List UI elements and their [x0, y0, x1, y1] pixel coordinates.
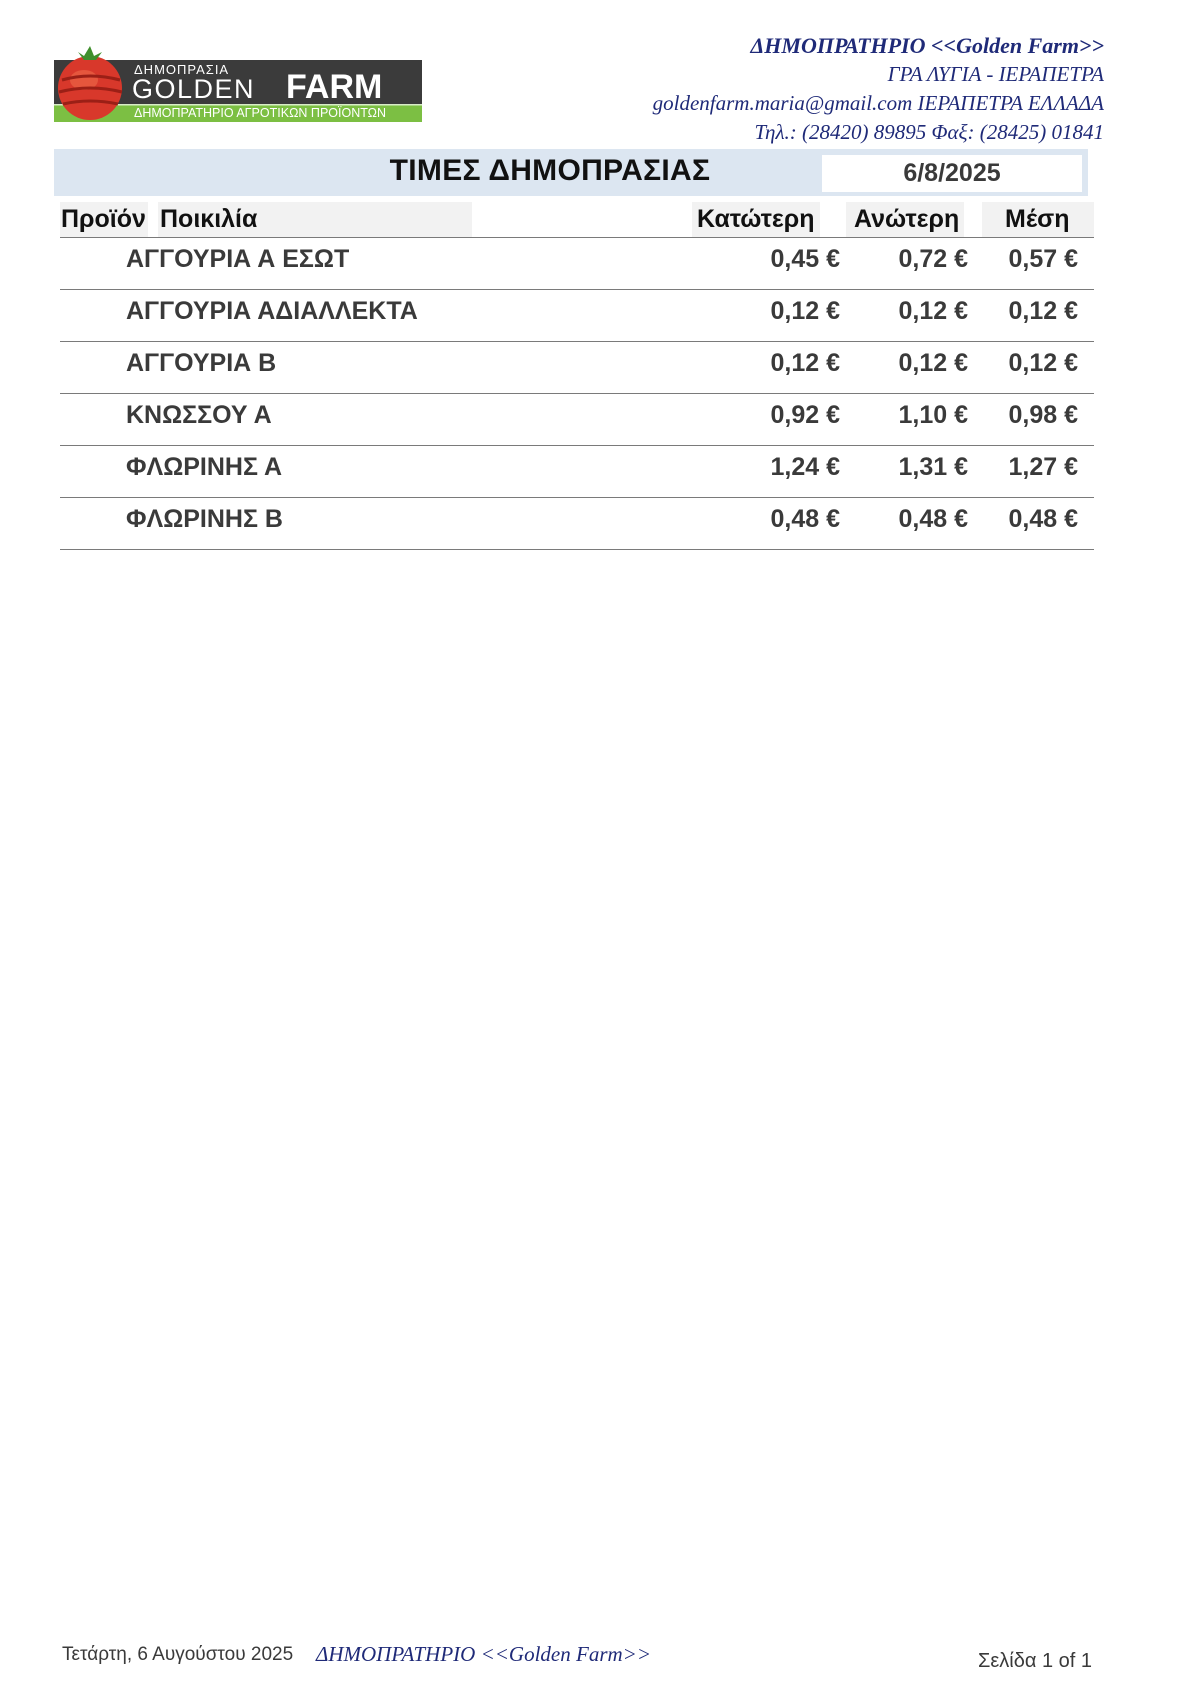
company-phone-fax: Τηλ.: (28420) 89895 Φαξ: (28425) 01841	[754, 120, 1104, 144]
footer-company: ΔΗΜΟΠΡΑΤΗΡΙΟ <<Golden Farm>>	[316, 1642, 652, 1666]
max-price-cell: 0,72 €	[898, 245, 968, 273]
max-price-cell: 0,12 €	[898, 349, 968, 377]
max-price-cell: 1,31 €	[898, 453, 968, 481]
svg-text:ΔΗΜΟΠΡΑΤΗΡΙΟ ΑΓΡΟΤΙΚΩΝ ΠΡΟΪΟΝΤ: ΔΗΜΟΠΡΑΤΗΡΙΟ ΑΓΡΟΤΙΚΩΝ ΠΡΟΪΟΝΤΩΝ	[134, 106, 387, 120]
min-price-cell: 0,92 €	[770, 401, 840, 429]
company-address: ΓΡΑ ΛΥΓΙΑ - ΙΕΡΑΠΕΤΡΑ	[887, 62, 1104, 86]
header-min: Κατώτερη	[697, 205, 815, 233]
header-product: Προϊόν	[61, 205, 146, 233]
max-price-cell: 1,10 €	[898, 401, 968, 429]
header-variety: Ποικιλία	[160, 205, 258, 233]
min-price-cell: 0,12 €	[770, 349, 840, 377]
table-row	[60, 238, 1094, 290]
header-max: Ανώτερη	[854, 205, 960, 233]
table-row	[60, 498, 1094, 550]
min-price-cell: 1,24 €	[770, 453, 840, 481]
avg-price-cell: 0,12 €	[1008, 349, 1078, 377]
variety-cell: ΑΓΓΟΥΡΙΑ ΑΔΙΑΛΛΕΚΤΑ	[126, 297, 418, 325]
avg-price-cell: 0,57 €	[1008, 245, 1078, 273]
variety-cell: ΦΛΩΡΙΝΗΣ Α	[126, 453, 283, 481]
svg-text:ΔΗΜΟΠΡΑΣΙΑ: ΔΗΜΟΠΡΑΣΙΑ	[134, 62, 230, 77]
golden-farm-logo	[54, 46, 422, 126]
variety-cell: ΑΓΓΟΥΡΙΑ Β	[126, 349, 277, 377]
svg-text:GOLDEN: GOLDEN	[132, 74, 256, 104]
max-price-cell: 0,12 €	[898, 297, 968, 325]
company-email-city: goldenfarm.maria@gmail.com ΙΕΡΑΠΕΤΡΑ ΕΛΛΑΔΑ	[652, 91, 1104, 115]
variety-cell: ΑΓΓΟΥΡΙΑ Α ΕΣΩΤ	[126, 245, 350, 273]
table-row	[60, 290, 1094, 342]
variety-cell: ΚΝΩΣΣΟΥ Α	[126, 401, 272, 429]
max-price-cell: 0,48 €	[898, 505, 968, 533]
avg-price-cell: 1,27 €	[1008, 453, 1078, 481]
avg-price-cell: 0,98 €	[1008, 401, 1078, 429]
footer-page-number: Σελίδα 1 of 1	[977, 1650, 1092, 1672]
avg-price-cell: 0,12 €	[1008, 297, 1078, 325]
report-title: ΤΙΜΕΣ ΔΗΜΟΠΡΑΣΙΑΣ	[389, 154, 711, 187]
price-table	[60, 238, 1094, 550]
footer-date: Τετάρτη, 6 Αυγούστου 2025	[62, 1644, 294, 1665]
company-name: ΔΗΜΟΠΡΑΤΗΡΙΟ <<Golden Farm>>	[750, 33, 1104, 58]
table-row	[60, 446, 1094, 498]
header-avg: Μέση	[1005, 205, 1070, 233]
tomato-icon	[58, 46, 122, 120]
min-price-cell: 0,48 €	[770, 505, 840, 533]
min-price-cell: 0,12 €	[770, 297, 840, 325]
table-row	[60, 342, 1094, 394]
table-row	[60, 394, 1094, 446]
company-info	[653, 32, 1104, 147]
svg-text:FARM: FARM	[286, 68, 383, 106]
report-date: 6/8/2025	[903, 159, 1001, 187]
avg-price-cell: 0,48 €	[1008, 505, 1078, 533]
logo-graphic	[54, 46, 422, 126]
variety-cell: ΦΛΩΡΙΝΗΣ Β	[126, 505, 283, 533]
min-price-cell: 0,45 €	[770, 245, 840, 273]
